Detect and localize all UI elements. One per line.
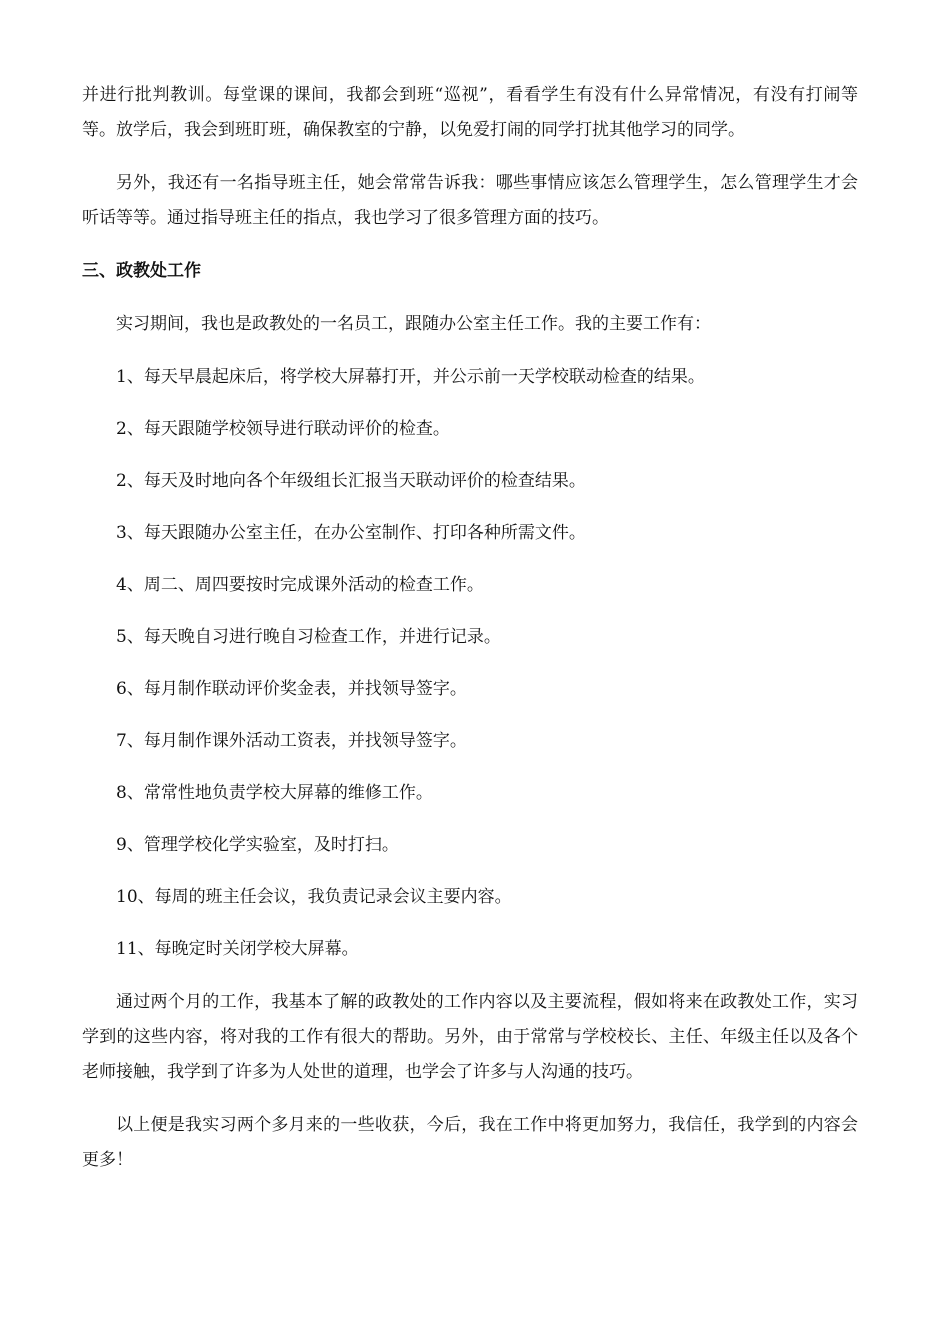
closing-paragraph: 以上便是我实习两个多月来的一些收获，今后，我在工作中将更加努力，我信任，我学到的内容会更多！ <box>82 1115 858 1170</box>
section-heading-political-office: 三、政教处工作 <box>82 261 201 281</box>
list-item: 11、每晚定时关闭学校大屏幕。 <box>116 939 359 959</box>
duty-list <box>82 360 858 967</box>
list-item: 2、每天跟随学校领导进行联动评价的检查。 <box>116 419 450 439</box>
list-item: 10、每周的班主任会议，我负责记录会议主要内容。 <box>116 887 512 907</box>
list-item: 7、每月制作课外活动工资表，并找领导签字。 <box>116 731 467 751</box>
list-item: 4、周二、周四要按时完成课外活动的检查工作。 <box>116 575 484 595</box>
list-item: 6、每月制作联动评价奖金表，并找领导签字。 <box>116 679 467 699</box>
list-item: 1、每天早晨起床后，将学校大屏幕打开，并公示前一天学校联动检查的结果。 <box>116 367 705 387</box>
paragraph-guiding-teacher: 另外，我还有一名指导班主任，她会常常告诉我：哪些事情应该怎么管理学生，怎么管理学生才会听话等等。通过指导班主任的指点，我也学习了很多管理方面的技巧。 <box>82 173 858 228</box>
list-item: 8、常常性地负责学校大屏幕的维修工作。 <box>116 783 433 803</box>
list-item: 9、管理学校化学实验室，及时打扫。 <box>116 835 399 855</box>
list-item: 2、每天及时地向各个年级组长汇报当天联动评价的检查结果。 <box>116 471 586 491</box>
summary-paragraph: 通过两个月的工作，我基本了解的政教处的工作内容以及主要流程，假如将来在政教处工作，实习学到的这些内容，将对我的工作有很大的帮助。另外，由于常常与学校校长、主任、年级主任以及各个老师接触，我学到了许多为人处世的道理，也学会了许多与人沟通的技巧。 <box>82 992 858 1082</box>
section-intro: 实习期间，我也是政教处的一名员工，跟随办公室主任工作。我的主要工作有： <box>116 314 711 334</box>
list-item: 5、每天晚自习进行晚自习检查工作，并进行记录。 <box>116 627 501 647</box>
list-item: 3、每天跟随办公室主任，在办公室制作、打印各种所需文件。 <box>116 523 586 543</box>
paragraph-class-patrol: 并进行批判教训。每堂课的课间，我都会到班“巡视”，看看学生有没有什么异常情况，有没有打闹等等。放学后，我会到班盯班，确保教室的宁静，以免爱打闹的同学打扰其他学习的同学。 <box>82 85 858 140</box>
document-page <box>82 78 858 1196</box>
